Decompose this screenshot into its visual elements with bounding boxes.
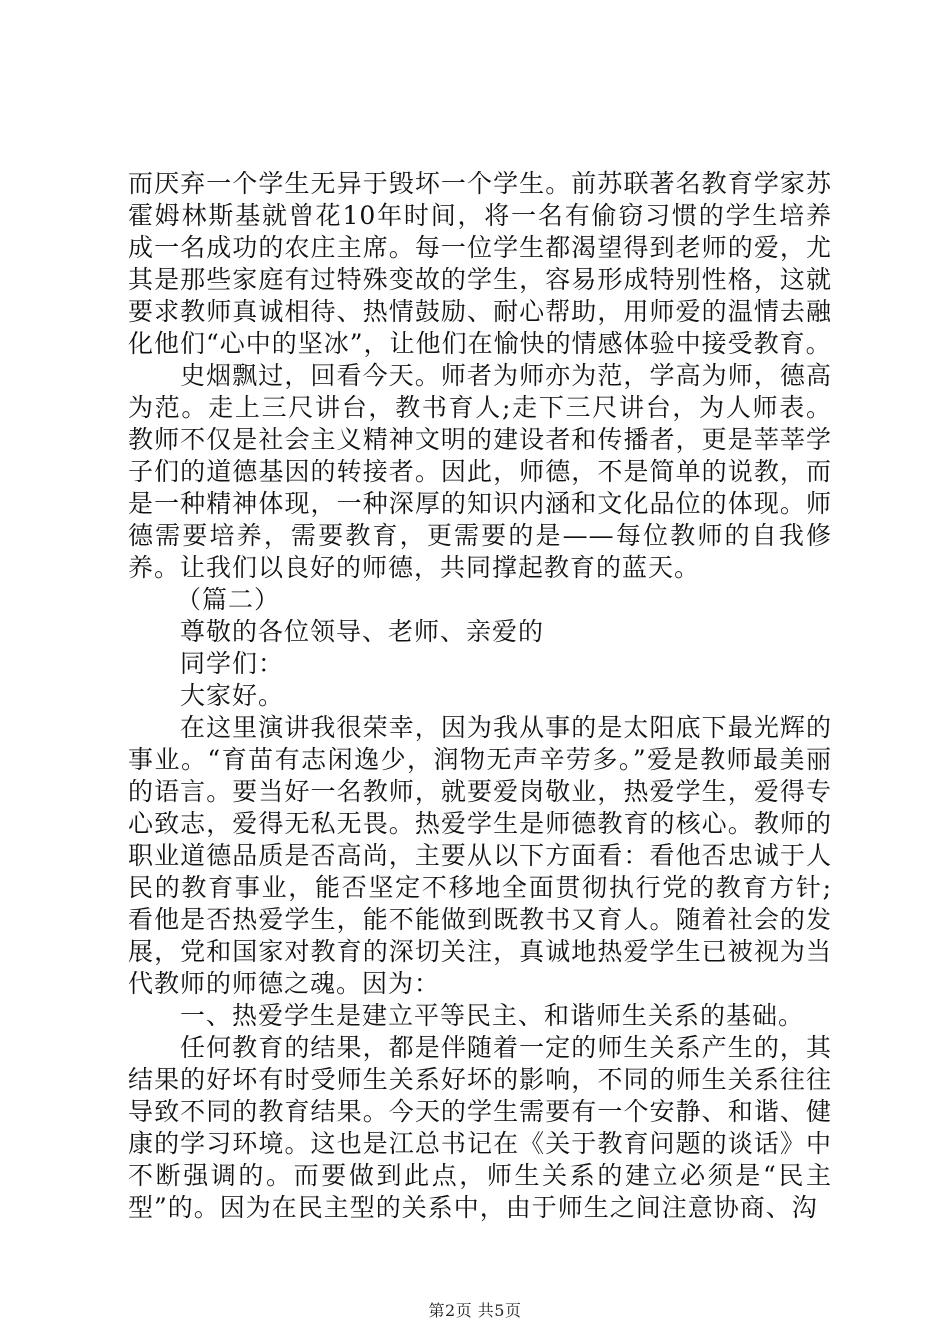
paragraph-point-1: 任何教育的结果，都是伴随着一定的师生关系产生的，其结果的好坏有时受师生关系好坏的影响，不同的师生关系往往导致不同的教育结果。今天的学生需要有一个安静、和谐、健康的学习环境。这也是江总书记在《关于教育问题的谈话》中不断强调的。而要做到此点，师生关系的建立必须是“民主型”的。因为在民主型的关系中，由于师生之间注意协商、沟 — [128, 1033, 832, 1222]
document-body — [128, 168, 832, 1224]
greeting-line: 大家好。 — [180, 681, 285, 710]
page-footer: 第2页 共5页 — [428, 1301, 522, 1320]
section-heading-pian-er: （篇二） — [176, 585, 281, 614]
salutation-line-2: 同学们： — [180, 649, 285, 678]
point-heading-1: 一、热爱学生是建立平等民主、和谐师生关系的基础。 — [180, 1001, 805, 1030]
paragraph-speech-intro: 在这里演讲我很荣幸，因为我从事的是太阳底下最光辉的事业。“育苗有志闲逸少，润物无声辛劳多。”爱是教师最美丽的语言。要当好一名教师，就要爱岗敬业，热爱学生，爱得专心致志，爱得无私无畏。热爱学生是师德教育的核心。教师的职业道德品质是否高尚，主要从以下方面看：看他否忠诚于人民的教育事业，能否坚定不移地全面贯彻执行党的教育方针;看他是否热爱学生，能不能做到既教书又育人。随着社会的发展，党和国家对教育的深切关注，真诚地热爱学生已被视为当代教师的师德之魂。因为： — [128, 713, 832, 998]
paragraph-continued: 而厌弃一个学生无异于毁坏一个学生。前苏联著名教育学家苏霍姆林斯基就曾花10年时间，将一名有偷窃习惯的学生培养成一名成功的农庄主席。每一位学生都渴望得到老师的爱，尤其是那些家庭有过特殊变故的学生，容易形成特别性格，这就要求教师真诚相待、热情鼓励、耐心帮助，用师爱的温情去融化他们“心中的坚冰”，让他们在愉快的情感体验中接受教育。 — [128, 169, 832, 358]
salutation-line-1: 尊敬的各位领导、老师、亲爱的 — [180, 617, 545, 646]
paragraph-shiyan: 史烟飘过，回看今天。师者为师亦为范，学高为师，德高为范。走上三尺讲台，教书育人;走下三尺讲台，为人师表。教师不仅是社会主义精神文明的建设者和传播者，更是莘莘学子们的道德基因的转接者。因此，师德，不是简单的说教，而是一种精神体现，一种深厚的知识内涵和文化品位的体现。师德需要培养，需要教育，更需要的是——每位教师的自我修养。让我们以良好的师德，共同撑起教育的蓝天。 — [128, 361, 832, 582]
